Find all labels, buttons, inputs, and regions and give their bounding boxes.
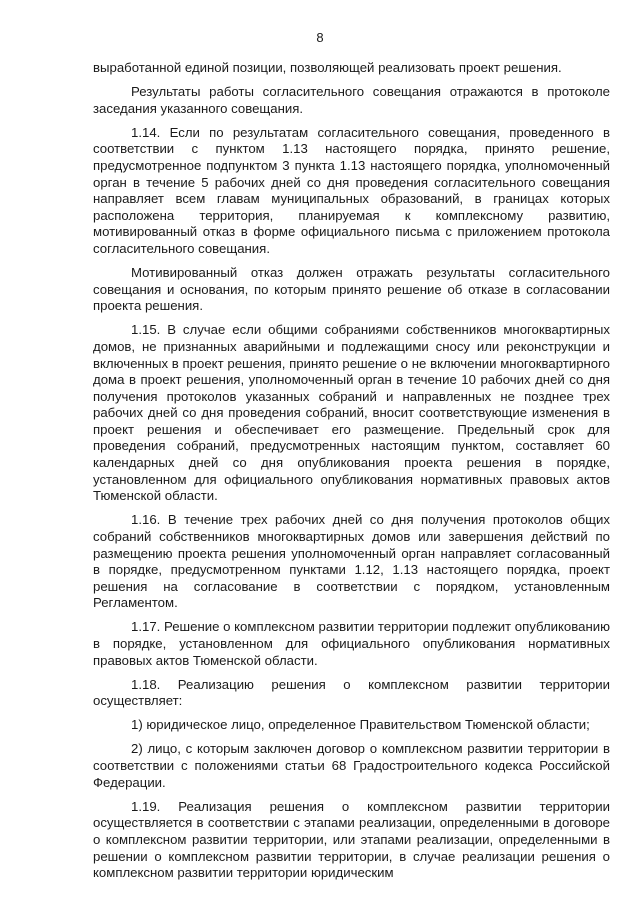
paragraph-continuation: выработанной единой позиции, позволяющей реализовать проект решения. — [93, 60, 562, 75]
list-item-2: 2) лицо, с которым заключен договор о комплексном развитии территории в соответствии с положениями статьи 68 Градостроительного кодекса Российской Федерации. — [93, 741, 610, 790]
paragraph-1-19: 1.19. Реализация решения о комплексном развитии территории осуществляется в соответствии с этапами реализации, определенными в договоре о комплексном развитии территории, или этапами реализации, определенными в решении о комплексном развитии территории, в случае реализации решения о комплексном развитии территории юридическим — [93, 798, 610, 881]
paragraph-meeting-results: Результаты работы согласительного совещания отражаются в протоколе заседания указанного совещания. — [93, 84, 610, 116]
paragraph-1-15: 1.15. В случае если общими собраниями собственников многоквартирных домов, не признанных аварийными и подлежащими сносу или реконструкции и включенных в проект решения, принято решение о не включении многоквартирного дома в проект решения, уполномоченный орган в течение 10 рабочих дней со дня получения протоколов указанных собраний и направленных не позднее трех рабочих дней со дня проведения собраний, вносит соответствующие изменения в проект решения и обеспечивает его размещение. Предельный срок для проведения собраний, предусмотренных настоящим пунктом, составляет 60 календарных дней со дня опубликования проекта решения в порядке, установленном для официального опубликования нормативных правовых актов Тюменской области. — [93, 322, 610, 504]
paragraph-1-18: 1.18. Реализацию решения о комплексном развитии территории осуществляет: — [93, 676, 610, 709]
list-item-1: 1) юридическое лицо, определенное Правительством Тюменской области; — [131, 717, 590, 733]
paragraph-motivated-refusal: Мотивированный отказ должен отражать результаты согласительного совещания и основания, по которым принято решение об отказе в согласовании проекта решения. — [93, 265, 610, 314]
paragraph-1-16: 1.16. В течение трех рабочих дней со дня получения протоколов общих собраний собственников многоквартирных домов или завершения действий по размещению проекта решения уполномоченный орган направляет согласованный в порядке, предусмотренном пунктами 1.12, 1.13 настоящего порядка, проект решения на согласование в соответствии с порядком, установленным Регламентом. — [93, 512, 610, 611]
page-number: 8 — [316, 30, 324, 45]
document-body — [93, 60, 610, 889]
paragraph-1-17: 1.17. Решение о комплексном развитии территории подлежит опубликованию в порядке, установленном для официального опубликования нормативных правовых актов Тюменской области. — [93, 619, 610, 668]
paragraph-1-14: 1.14. Если по результатам согласительного совещания, проведенного в соответствии с пунктом 1.13 настоящего порядка, принято решение, предусмотренное подпунктом 3 пункта 1.13 настоящего порядка, уполномоченный орган в течение 5 рабочих дней со дня проведения согласительного совещания направляет всем главам муниципальных образований, в границах которых расположена территория, планируемая к комплексному развитию, мотивированный отказ в форме официального письма с приложением протокола согласительного совещания. — [93, 124, 610, 256]
